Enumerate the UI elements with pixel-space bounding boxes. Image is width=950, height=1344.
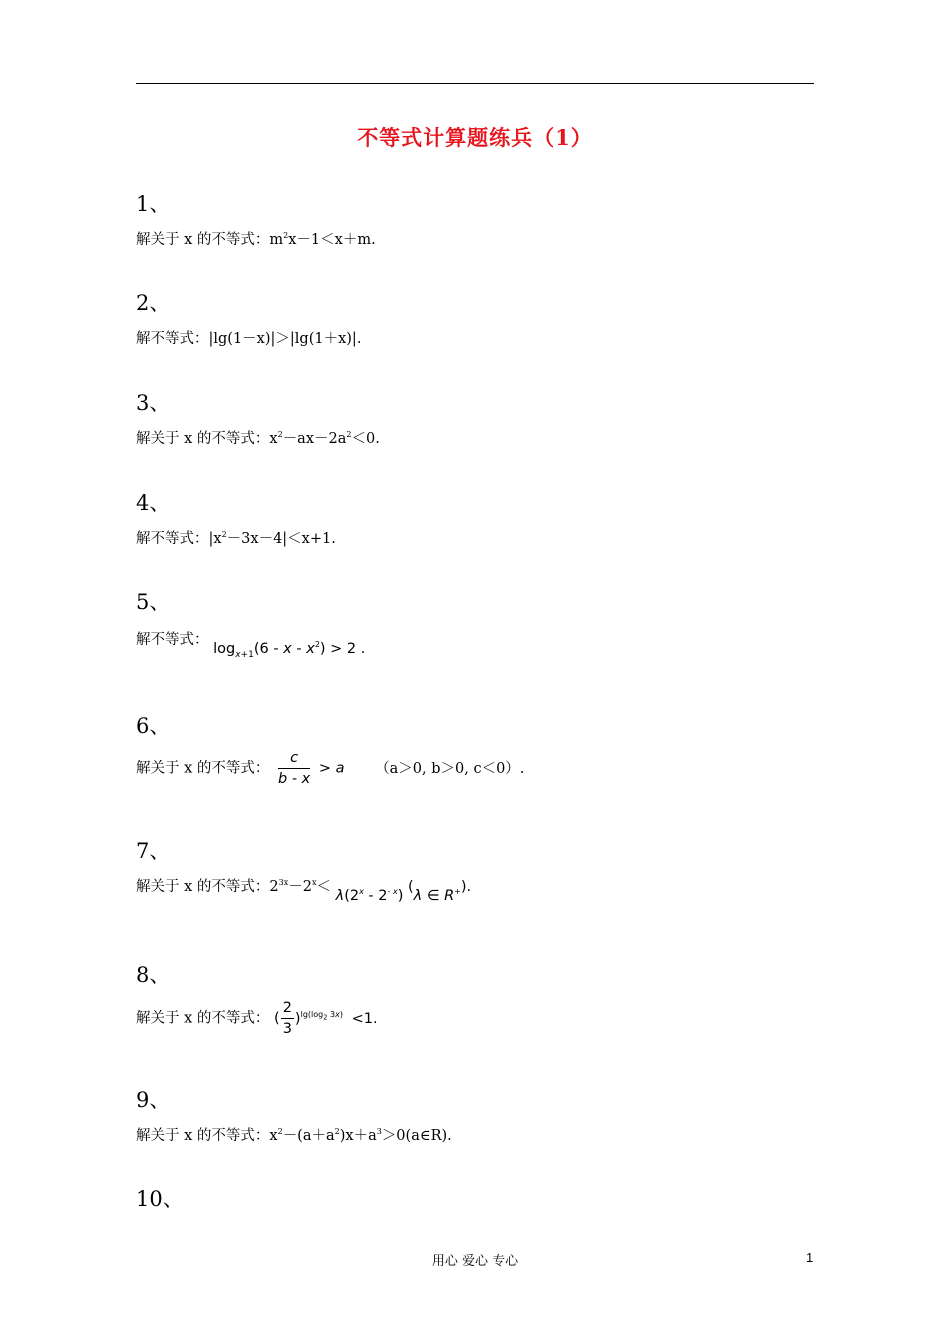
problem-2: 解不等式：|lg(1－x)|＞|lg(1＋x)|. xyxy=(136,331,362,347)
page-number: 1 xyxy=(806,1250,814,1265)
footer-text: 用心 爱心 专心 xyxy=(431,1254,519,1269)
problem-5: 解不等式： $\log_{x+1}(6 - x - x^2) > 2$ . xyxy=(136,632,366,660)
problem-6: 解关于 x 的不等式： $\frac{c}{b - x}$ > a （a＞0, b＞0, c＜0）. xyxy=(136,750,525,787)
problem-number: 5、 xyxy=(136,590,171,614)
problem-8: 解关于 x 的不等式： ( $\frac{2}{3}$ )$^{lg(log_2 3x)}$ <1. xyxy=(136,1000,378,1037)
header-rule xyxy=(136,83,814,84)
problem-number: 9、 xyxy=(136,1088,171,1112)
problem-9: 解关于 x 的不等式：$x^2-(a+a^2)x+a^3>0(a\in R)$. xyxy=(136,1127,452,1144)
problem-number: 10、 xyxy=(136,1187,184,1211)
problem-number: 8、 xyxy=(136,963,171,987)
problem-number: 7、 xyxy=(136,839,171,863)
problem-4: 解不等式：$|x^2-3x-4|<x+1$. xyxy=(136,530,336,547)
problem-number: 2、 xyxy=(136,291,171,315)
problem-7: 解关于 x 的不等式：$2^{3x}-2^x< \lambda(2^x - 2^{- x})$ (λ ∈ R+). xyxy=(136,878,472,904)
problem-1: 解关于 x 的不等式：$m^2x-1<x+m$. xyxy=(136,231,376,248)
problem-number: 6、 xyxy=(136,714,171,738)
problem-number: 3、 xyxy=(136,391,171,415)
page-title: 不等式计算题练兵（1） xyxy=(357,125,593,150)
problem-number: 1、 xyxy=(136,192,171,216)
problem-3: 解关于 x 的不等式：$x^2-ax-2a^2<0$. xyxy=(136,430,380,447)
problem-number: 4、 xyxy=(136,491,171,515)
